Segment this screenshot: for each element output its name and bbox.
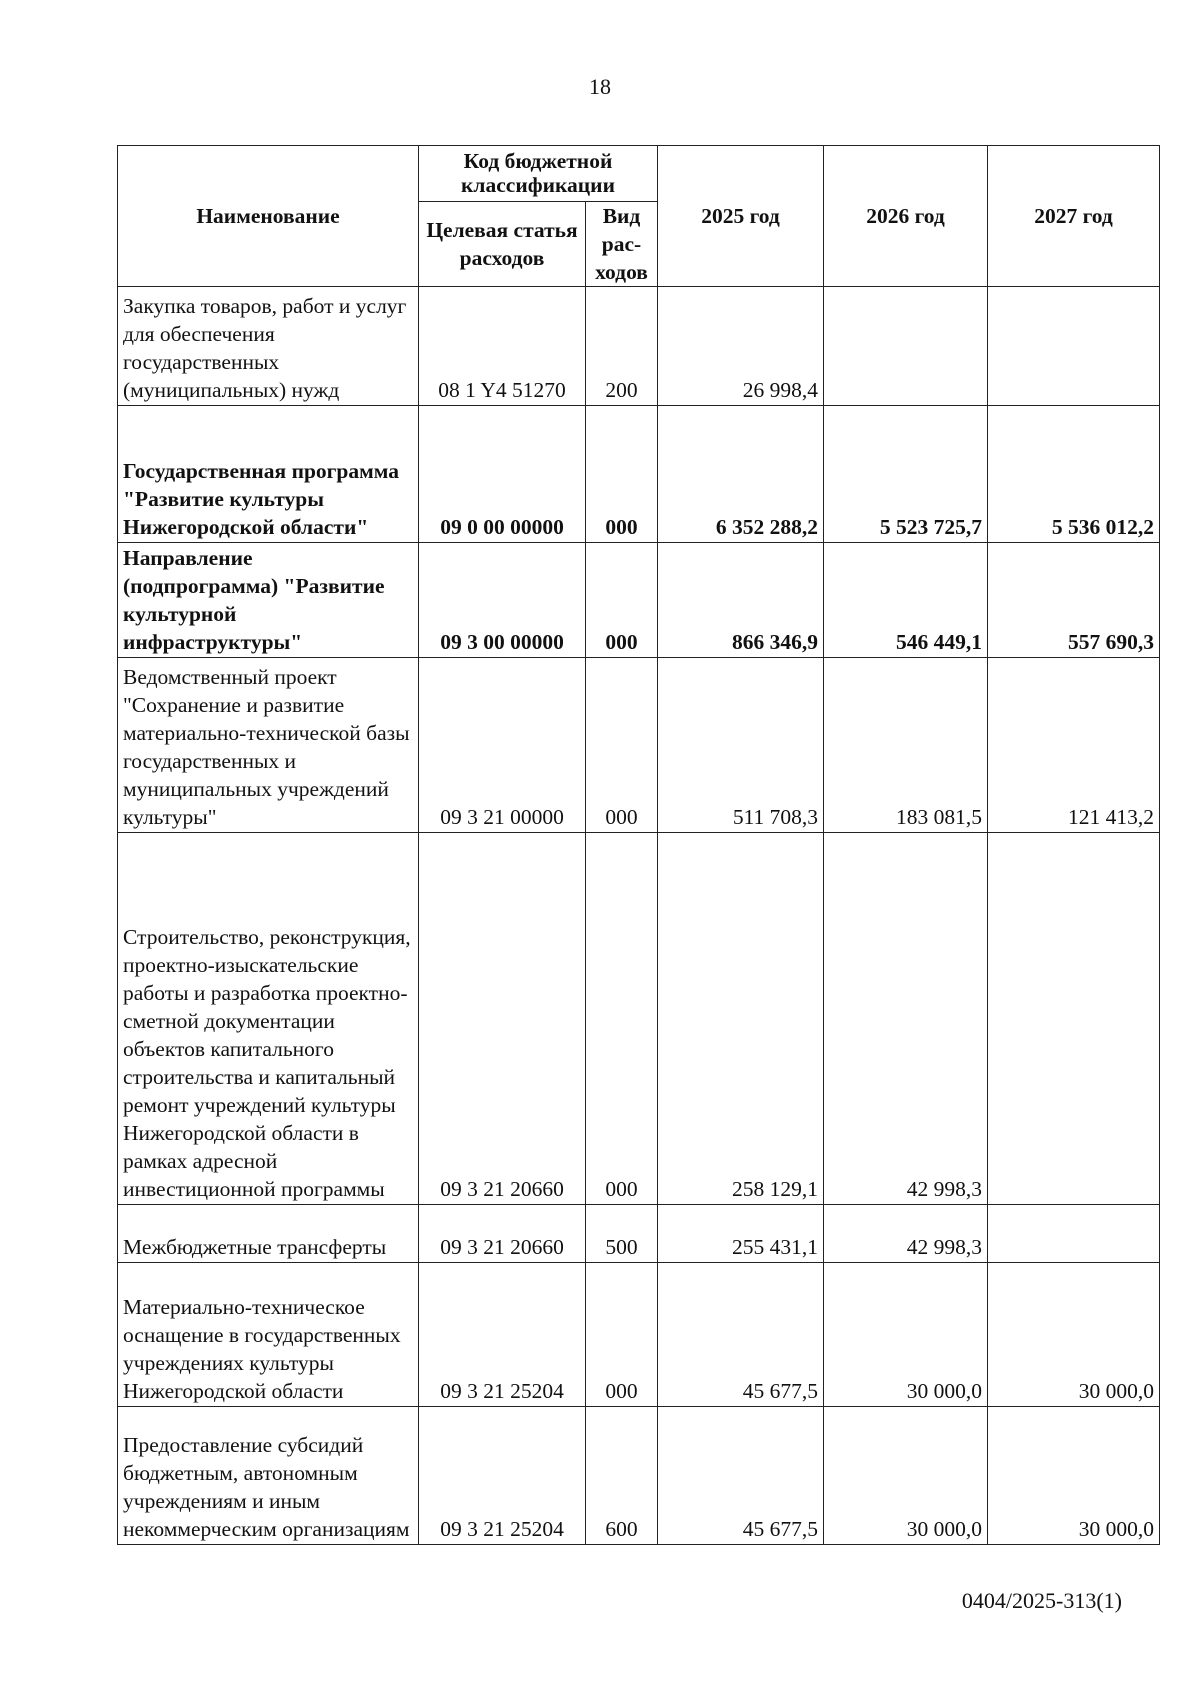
row-amount-2027	[988, 287, 1160, 406]
row-amount-2026: 546 449,1	[824, 543, 988, 658]
document-code: 0404/2025-313(1)	[961, 1588, 1122, 1613]
row-expense-kind: 600	[586, 1407, 658, 1545]
row-amount-2026	[824, 287, 988, 406]
row-name: Ведомственный проект "Сохранение и развитие материально-технической базы государственных и муниципальных учреждений культуры"	[118, 658, 419, 833]
row-amount-2027: 5 536 012,2	[988, 406, 1160, 543]
header-code-group: Код бюджетной классификации	[419, 146, 658, 202]
row-name: Направление (подпрограмма) "Развитие культурной инфраструктуры"	[118, 543, 419, 658]
row-name: Материально-техническое оснащение в государственных учреждениях культуры Нижегородской области	[118, 1263, 419, 1407]
row-amount-2027: 30 000,0	[988, 1407, 1160, 1545]
header-2027: 2027 год	[988, 146, 1160, 287]
row-name: Государственная программа "Развитие культуры Нижегородской области"	[118, 406, 419, 543]
header-kind: Вид рас- ходов	[586, 202, 658, 287]
row-target-article: 09 3 21 20660	[419, 833, 586, 1205]
table-row	[118, 406, 1160, 543]
row-expense-kind: 000	[586, 658, 658, 833]
row-amount-2025: 258 129,1	[658, 833, 824, 1205]
row-name: Закупка товаров, работ и услуг для обеспечения государственных (муниципальных) нужд	[118, 287, 419, 406]
row-amount-2025: 255 431,1	[658, 1205, 824, 1263]
table-row	[118, 658, 1160, 833]
header-2025: 2025 год	[658, 146, 824, 287]
row-name: Строительство, реконструкция, проектно-изыскательские работы и разработка проектно-сметной документации объектов капитального строительства и капитальный ремонт учреждений культуры Нижегородской области в рамках адресной инвестиционной программы	[118, 833, 419, 1205]
row-expense-kind: 500	[586, 1205, 658, 1263]
row-amount-2027	[988, 833, 1160, 1205]
table-row	[118, 287, 1160, 406]
header-target: Целевая статья расходов	[419, 202, 586, 287]
table-row	[118, 833, 1160, 1205]
table-row	[118, 543, 1160, 658]
row-target-article: 09 3 21 00000	[419, 658, 586, 833]
row-amount-2025: 6 352 288,2	[658, 406, 824, 543]
row-amount-2027	[988, 1205, 1160, 1263]
header-name: Наименование	[118, 146, 419, 287]
row-expense-kind: 000	[586, 406, 658, 543]
row-target-article: 08 1 Y4 51270	[419, 287, 586, 406]
row-expense-kind: 000	[586, 1263, 658, 1407]
row-amount-2027: 30 000,0	[988, 1263, 1160, 1407]
row-amount-2025: 45 677,5	[658, 1263, 824, 1407]
row-expense-kind: 000	[586, 543, 658, 658]
row-amount-2025: 26 998,4	[658, 287, 824, 406]
row-target-article: 09 3 21 25204	[419, 1407, 586, 1545]
row-amount-2025: 866 346,9	[658, 543, 824, 658]
table-row	[118, 1263, 1160, 1407]
row-target-article: 09 0 00 00000	[419, 406, 586, 543]
row-amount-2027: 557 690,3	[988, 543, 1160, 658]
row-amount-2026: 5 523 725,7	[824, 406, 988, 543]
row-amount-2025: 45 677,5	[658, 1407, 824, 1545]
row-target-article: 09 3 00 00000	[419, 543, 586, 658]
table-row	[118, 1205, 1160, 1263]
row-name: Межбюджетные трансферты	[118, 1205, 419, 1263]
row-expense-kind: 200	[586, 287, 658, 406]
row-amount-2025: 511 708,3	[658, 658, 824, 833]
row-amount-2026: 42 998,3	[824, 1205, 988, 1263]
row-amount-2026: 30 000,0	[824, 1263, 988, 1407]
row-amount-2026: 183 081,5	[824, 658, 988, 833]
header-2026: 2026 год	[824, 146, 988, 287]
row-amount-2027: 121 413,2	[988, 658, 1160, 833]
page-number: 18	[589, 74, 611, 99]
row-amount-2026: 30 000,0	[824, 1407, 988, 1545]
row-target-article: 09 3 21 25204	[419, 1263, 586, 1407]
row-expense-kind: 000	[586, 833, 658, 1205]
row-name: Предоставление субсидий бюджетным, автономным учреждениям и иным некоммерческим организациям	[118, 1407, 419, 1545]
row-amount-2026: 42 998,3	[824, 833, 988, 1205]
row-target-article: 09 3 21 20660	[419, 1205, 586, 1263]
table-row	[118, 1407, 1160, 1545]
budget-table	[117, 145, 1160, 1545]
